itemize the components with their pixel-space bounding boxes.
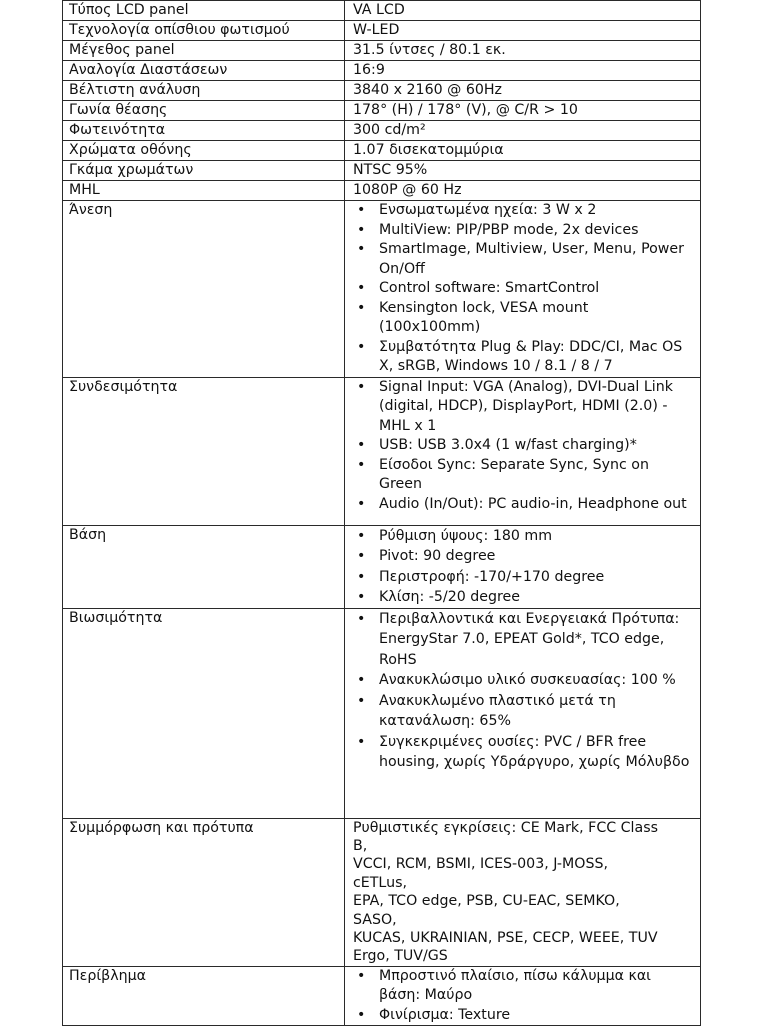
bullet-list — [353, 526, 694, 608]
list-item: • Μπροστινό πλαίσιο, πίσω κάλυμμα και βάση: Μαύρο — [353, 967, 694, 1006]
row-label: Μέγεθος panel — [63, 41, 345, 61]
row-value: 178° (H) / 178° (V), @ C/R > 10 — [345, 101, 701, 121]
text-line: VCCI, RCM, BSMI, ICES-003, J-MOSS, — [353, 856, 608, 873]
row-value: NTSC 95% — [345, 161, 701, 181]
list-item: • Περιβαλλοντικά και Ενεργειακά Πρότυπα: EnergyStar 7.0, EPEAT Gold*, TCO edge, RoHS — [353, 609, 694, 671]
row-label: Τύπος LCD panel — [63, 1, 345, 21]
row-label: Περίβλημα — [63, 966, 345, 1026]
table-row — [63, 101, 701, 121]
row-label: Χρώματα οθόνης — [63, 141, 345, 161]
table-row — [63, 1, 701, 21]
table-row — [63, 121, 701, 141]
row-label: Συνδεσιμότητα — [63, 377, 345, 525]
row-label: Γωνία θέασης — [63, 101, 345, 121]
table-row — [63, 141, 701, 161]
table-row — [63, 161, 701, 181]
list-item: • USB: USB 3.0x4 (1 w/fast charging)* — [353, 436, 694, 456]
row-label: Γκάμα χρωμάτων — [63, 161, 345, 181]
row-value: 16:9 — [345, 61, 701, 81]
row-label: Φωτεινότητα — [63, 121, 345, 141]
bullet-list — [353, 609, 694, 773]
row-label: Βιωσιμότητα — [63, 608, 345, 818]
table-row-connectivity — [63, 377, 701, 525]
row-label: MHL — [63, 181, 345, 201]
table-row — [63, 61, 701, 81]
list-item: • Ρύθμιση ύψους: 180 mm — [353, 526, 694, 547]
row-value — [345, 525, 701, 608]
table-row-cabinet — [63, 966, 701, 1026]
text-line: Ergo, TUV/GS — [353, 948, 448, 965]
list-item: • MultiView: PIP/PBP mode, 2x devices — [353, 221, 694, 241]
list-item: • Signal Input: VGA (Analog), DVI-Dual Link (digital, HDCP), DisplayPort, HDMI (2.0) - MHL x 1 — [353, 378, 694, 437]
text-line: Ρυθμιστικές εγκρίσεις: CE Mark, FCC Class — [353, 819, 658, 836]
list-item: • Ανακυκλώσιμο υλικό συσκευασίας: 100 % — [353, 670, 694, 691]
row-value — [345, 608, 701, 818]
list-item: • Φινίρισμα: Texture — [353, 1006, 694, 1026]
bullet-list — [353, 378, 694, 515]
list-item: • Κλίση: -5/20 degree — [353, 587, 694, 608]
row-label: Αναλογία Διαστάσεων — [63, 61, 345, 81]
row-value: W-LED — [345, 21, 701, 41]
table-row-sustainability — [63, 608, 701, 818]
row-label: Άνεση — [63, 201, 345, 378]
row-label: Βέλτιστη ανάλυση — [63, 81, 345, 101]
list-item: • Kensington lock, VESA mount (100x100mm) — [353, 299, 694, 338]
list-item: • Συμβατότητα Plug & Play: DDC/CI, Mac OS X, sRGB, Windows 10 / 8.1 / 8 / 7 — [353, 338, 694, 377]
text-line: KUCAS, UKRAINIAN, PSE, CECP, WEEE, TUV — [353, 929, 658, 946]
row-label: Βάση — [63, 525, 345, 608]
row-value: 300 cd/m² — [345, 121, 701, 141]
row-label: Συμμόρφωση και πρότυπα — [63, 818, 345, 966]
text-line: B, — [353, 837, 368, 854]
table-row — [63, 21, 701, 41]
text-line: SASO, — [353, 911, 397, 928]
list-item: • Περιστροφή: -170/+170 degree — [353, 567, 694, 588]
row-value: 3840 x 2160 @ 60Hz — [345, 81, 701, 101]
row-value: VA LCD — [345, 1, 701, 21]
text-line: EPA, TCO edge, PSB, CU-EAC, SEMKO, — [353, 893, 620, 910]
list-item: • Είσοδοι Sync: Separate Sync, Sync on Green — [353, 456, 694, 495]
row-value: 1080P @ 60 Hz — [345, 181, 701, 201]
list-item: • Pivot: 90 degree — [353, 546, 694, 567]
text-line: cETLus, — [353, 874, 407, 891]
table-row-convenience — [63, 201, 701, 378]
table-row — [63, 41, 701, 61]
bullet-list — [353, 967, 694, 1026]
row-label: Τεχνολογία οπίσθιου φωτισμού — [63, 21, 345, 41]
row-value — [345, 966, 701, 1026]
table-row-stand — [63, 525, 701, 608]
list-item: • Control software: SmartControl — [353, 279, 694, 299]
table-row — [63, 181, 701, 201]
row-value: 1.07 δισεκατομμύρια — [345, 141, 701, 161]
table-row-compliance — [63, 818, 701, 966]
bullet-list — [353, 201, 694, 377]
row-value — [345, 377, 701, 525]
row-value — [345, 201, 701, 378]
list-item: • Ενσωματωμένα ηχεία: 3 W x 2 — [353, 201, 694, 221]
row-value — [345, 818, 701, 966]
list-item: • SmartImage, Multiview, User, Menu, Power On/Off — [353, 240, 694, 279]
list-item: • Audio (In/Out): PC audio-in, Headphone out — [353, 495, 694, 515]
spec-table — [62, 0, 701, 1026]
list-item: • Συγκεκριμένες ουσίες: PVC / BFR free housing, χωρίς Υδράργυρο, χωρίς Μόλυβδο — [353, 732, 694, 773]
table-row — [63, 81, 701, 101]
row-value: 31.5 ίντσες / 80.1 εκ. — [345, 41, 701, 61]
list-item: • Ανακυκλωμένο πλαστικό μετά τη κατανάλωση: 65% — [353, 691, 694, 732]
